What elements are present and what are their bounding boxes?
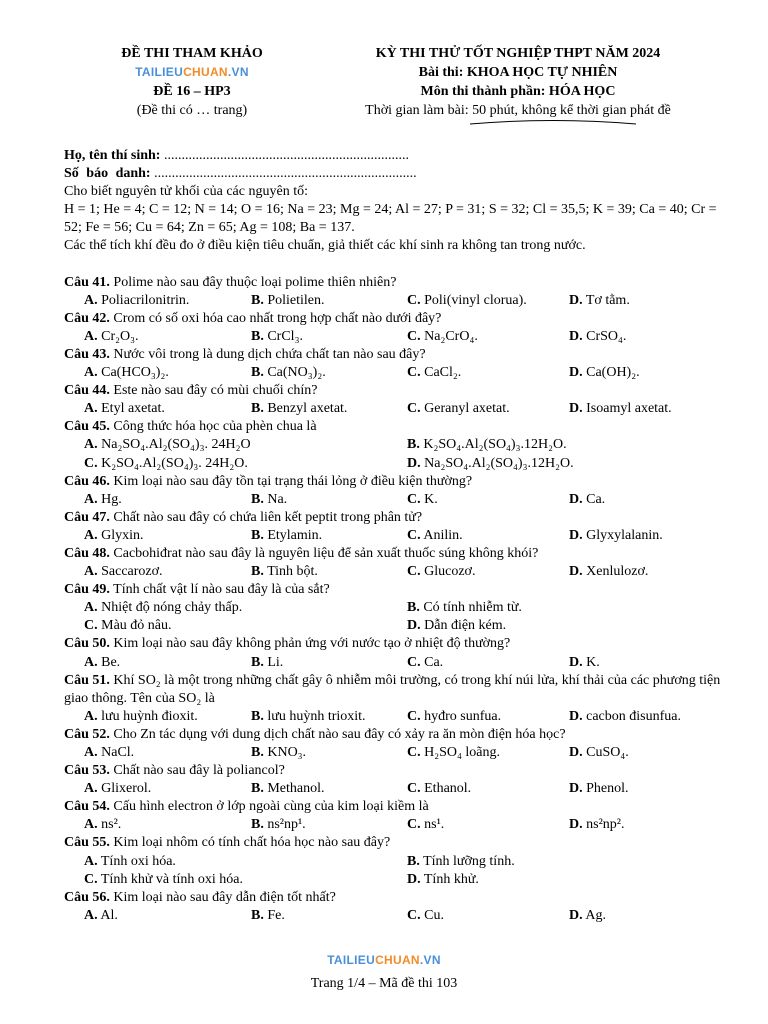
- question-number: Câu 41.: [64, 274, 110, 290]
- candidate-name-label: Họ, tên thí sinh:: [64, 148, 161, 163]
- question-stem: [64, 545, 724, 563]
- answer-option-text: Poliacrilonitrin.: [97, 292, 190, 308]
- answer-option-label: B.: [251, 654, 264, 670]
- answer-option-label: B.: [251, 491, 264, 507]
- exam-body: [64, 147, 724, 925]
- question-text: Tính chất vật lí nào sau đây là của sắt?: [109, 582, 330, 598]
- answer-option-text: CuSO₄.: [582, 745, 629, 760]
- page-footer: Trang 1/4 – Mã đề thi 103: [310, 976, 458, 991]
- answer-option[interactable]: [84, 853, 176, 871]
- answer-option-label: D.: [569, 491, 583, 507]
- question-text: Kim loại nhôm có tính chất hóa học nào sau đây?: [109, 835, 391, 851]
- answer-option-label: C.: [84, 618, 98, 634]
- candidate-id-label: Số báo danh:: [64, 166, 151, 182]
- exam-subject: Môn thi thành phần: HÓA HỌC: [420, 84, 616, 99]
- answer-options-row: [64, 364, 724, 382]
- exam-title: KỲ THI THỬ TỐT NGHIỆP THPT NĂM 2024: [375, 46, 661, 61]
- question-text: Crom có số oxi hóa cao nhất trong hợp chất nào dưới đây?: [109, 310, 442, 326]
- answer-option-text: Na₂CrO₄.: [420, 328, 478, 344]
- answer-option[interactable]: [407, 744, 500, 762]
- answer-option[interactable]: [84, 708, 198, 726]
- answer-option-label: B.: [407, 600, 420, 616]
- answer-options-row: [64, 708, 724, 726]
- page-count-note: (Đề thi có … trang): [136, 103, 248, 118]
- decorative-underline: [468, 119, 638, 127]
- answer-option-text: Anilin.: [420, 527, 463, 543]
- answer-option-text: Tính khử và tính oxi hóa.: [97, 871, 243, 887]
- answer-option[interactable]: [407, 455, 574, 473]
- atomic-mass-intro: Cho biết nguyên tử khối của các nguyên tố:: [64, 184, 308, 200]
- atomic-mass-list: H = 1; He = 4; C = 12; N = 14; O = 16; Na = 23; Mg = 24; Al = 27; P = 31; S = 32; Cl = 35,5; K = 39; Ca = 40; Cr = 52; Fe = 56; Cu = 64; Zn = 65; Ag = 108; Ba = 137.: [64, 202, 717, 236]
- question-text: Kim loại nào sau đây tồn tại trạng thái lỏng ở điều kiện thường?: [109, 473, 473, 489]
- answer-option-label: D.: [569, 654, 583, 670]
- answer-options-row: [64, 527, 724, 545]
- answer-option[interactable]: [84, 328, 139, 346]
- answer-option-label: D.: [569, 292, 583, 308]
- question-text: Khí SO₂ là một trong những chất gây ô nhiễm môi trường, có trong khí núi lửa, khí thải của các phương tiện giao thông. Tên của SO₂ là: [64, 672, 721, 706]
- question-number: Câu 48.: [64, 545, 110, 561]
- answer-option-label: C.: [407, 365, 421, 381]
- answer-option[interactable]: [84, 744, 134, 762]
- header-right: [340, 44, 696, 120]
- answer-option-text: hyđro sunfua.: [420, 708, 502, 724]
- candidate-name-line: [64, 147, 724, 165]
- question-stem: [64, 310, 724, 328]
- answer-option-label: A.: [84, 292, 98, 308]
- answer-option-text: KNO₃.: [263, 745, 307, 760]
- answer-option[interactable]: [84, 292, 189, 310]
- answer-option[interactable]: [251, 654, 283, 672]
- candidate-id-field[interactable]: ...........................................................................: [150, 166, 417, 182]
- answer-option[interactable]: [569, 400, 672, 418]
- answer-option-text: Tơ tằm.: [582, 292, 630, 308]
- answer-option-label: D.: [569, 328, 583, 344]
- answer-option-label: D.: [407, 618, 421, 634]
- answer-option-label: B.: [251, 527, 264, 543]
- answer-option-label: D.: [569, 817, 583, 833]
- answer-option-text: Nhiệt độ nóng chảy thấp.: [97, 600, 243, 616]
- answer-option-text: Xenlulozơ.: [582, 564, 649, 580]
- question-text: Chất nào sau đây có chứa liên kết peptit trong phân tử?: [109, 509, 423, 525]
- answer-option-label: D.: [569, 564, 583, 580]
- question-stem: [64, 762, 724, 780]
- question-stem: [64, 274, 724, 292]
- answer-option[interactable]: [84, 491, 122, 509]
- question-stem: [64, 889, 724, 907]
- answer-option[interactable]: [84, 364, 169, 382]
- answer-option-label: C.: [407, 292, 421, 308]
- answer-option[interactable]: [407, 491, 438, 509]
- answer-option-text: Polietilen.: [263, 292, 325, 308]
- answer-options-row: [64, 907, 724, 925]
- answer-option[interactable]: [407, 328, 478, 346]
- answer-option-label: A.: [84, 527, 98, 543]
- answer-option-label: A.: [84, 437, 98, 453]
- answer-option-label: A.: [84, 708, 98, 724]
- answer-option[interactable]: [407, 654, 443, 672]
- answer-options-row: [64, 292, 724, 310]
- answer-option-text: Al.: [97, 907, 118, 923]
- question-stem: [64, 834, 724, 852]
- answer-option-text: Tính khử.: [420, 871, 479, 887]
- question-number: Câu 42.: [64, 310, 110, 326]
- question-number: Câu 53.: [64, 763, 110, 779]
- answer-option-text: Ca.: [582, 491, 606, 507]
- question-number: Câu 47.: [64, 509, 110, 525]
- answer-option[interactable]: [84, 436, 251, 454]
- answer-option-label: C.: [84, 455, 98, 471]
- answer-option[interactable]: [84, 563, 163, 581]
- answer-option[interactable]: [251, 816, 306, 834]
- header-left: [110, 44, 274, 120]
- answer-option-text: Ca(NO₃)₂.: [263, 365, 326, 381]
- answer-option-text: Be.: [97, 654, 121, 670]
- answer-option[interactable]: [251, 563, 318, 581]
- answer-option[interactable]: [407, 708, 501, 726]
- answer-option[interactable]: [407, 907, 444, 925]
- answer-option-text: Na₂SO₄.Al₂(SO₄)₃. 24H₂O: [97, 437, 251, 453]
- answer-option-text: K.: [420, 491, 438, 507]
- question-text: Công thức hóa học của phèn chua là: [109, 419, 317, 435]
- question-stem: [64, 635, 724, 653]
- answer-option-label: C.: [407, 781, 421, 797]
- answer-option-label: B.: [251, 817, 264, 833]
- answer-option-label: D.: [407, 871, 421, 887]
- answer-option-label: A.: [84, 781, 98, 797]
- question-number: Câu 55.: [64, 835, 110, 851]
- answer-option-text: NaCl.: [97, 745, 135, 760]
- answer-option-text: Phenol.: [582, 781, 629, 797]
- answer-option-label: D.: [569, 745, 583, 760]
- question-text: Cho Zn tác dụng với dung dịch chất nào sau đây có xảy ra ăn mòn điện hóa học?: [109, 726, 566, 742]
- answer-option[interactable]: [407, 364, 461, 382]
- answer-option-text: Etyl axetat.: [97, 401, 165, 417]
- answer-option[interactable]: [407, 436, 567, 454]
- answer-option[interactable]: [84, 780, 151, 798]
- answer-option-label: A.: [84, 853, 98, 869]
- answer-option-text: Tính lưỡng tính.: [419, 853, 515, 869]
- answer-option-text: Cr₂O₃.: [97, 328, 139, 344]
- question-stem: [64, 382, 724, 400]
- answer-option[interactable]: [407, 292, 527, 310]
- answer-option-text: ns²np¹.: [263, 817, 306, 833]
- answer-option-label: B.: [251, 781, 264, 797]
- answer-option-label: C.: [407, 564, 421, 580]
- answer-option[interactable]: [407, 871, 479, 889]
- answer-option-label: A.: [84, 328, 98, 344]
- answer-option-label: D.: [569, 365, 583, 381]
- exam-type-title: ĐỀ THI THAM KHẢO: [121, 46, 263, 61]
- question-stem: [64, 418, 724, 436]
- answer-option-label: A.: [84, 745, 98, 760]
- exam-code: ĐỀ 16 – HP3: [153, 84, 231, 99]
- answer-option-text: Na₂SO₄.Al₂(SO₄)₃.12H₂O.: [420, 455, 574, 471]
- answer-option[interactable]: [569, 364, 640, 382]
- answer-option-text: K.: [582, 654, 600, 670]
- answer-option-label: B.: [251, 365, 264, 381]
- question-stem: [64, 581, 724, 599]
- answer-option-label: C.: [407, 654, 421, 670]
- question-number: Câu 52.: [64, 726, 110, 742]
- answer-option-text: Ca(OH)₂.: [582, 365, 640, 381]
- answer-option[interactable]: [569, 708, 681, 726]
- answer-options-row: [64, 328, 724, 346]
- answer-options-row: [64, 400, 724, 418]
- answer-option-label: B.: [251, 401, 264, 417]
- answer-option-label: B.: [407, 437, 420, 453]
- answer-option-text: CaCl₂.: [420, 365, 462, 381]
- answer-option[interactable]: [569, 816, 624, 834]
- answer-option-label: A.: [84, 365, 98, 381]
- answer-option-text: Màu đỏ nâu.: [97, 618, 172, 634]
- answer-option-text: Na.: [263, 491, 288, 507]
- answer-option-text: Geranyl axetat.: [420, 401, 510, 417]
- exam-time: Thời gian làm bài: 50 phút, không kể thời gian phát đề: [365, 103, 671, 118]
- question-text: Kim loại nào sau đây không phản ứng với nước tạo ở nhiệt độ thường?: [109, 636, 511, 652]
- answer-option-text: Fe.: [263, 907, 285, 923]
- answer-option-label: D.: [569, 708, 583, 724]
- candidate-id-line: [64, 165, 724, 183]
- answer-option-label: B.: [251, 292, 264, 308]
- question-stem: [64, 473, 724, 491]
- answer-options-row: [64, 816, 724, 834]
- answer-option-text: Ethanol.: [420, 781, 472, 797]
- answer-option-text: Poli(vinyl clorua).: [420, 292, 527, 308]
- answer-option-text: ns¹.: [420, 817, 445, 833]
- question-number: Câu 51.: [64, 672, 110, 688]
- answer-option-label: D.: [569, 907, 583, 923]
- answer-option[interactable]: [407, 853, 515, 871]
- answer-option[interactable]: [407, 563, 475, 581]
- answer-options-row: [64, 599, 724, 617]
- answer-option-label: C.: [407, 708, 421, 724]
- answer-options-row: [64, 654, 724, 672]
- question-text: Polime nào sau đây thuộc loại polime thiên nhiên?: [109, 274, 397, 290]
- answer-option[interactable]: [84, 871, 243, 889]
- answer-option-label: A.: [84, 817, 98, 833]
- answer-option-label: C.: [407, 527, 421, 543]
- question-number: Câu 54.: [64, 799, 110, 815]
- question-stem: [64, 726, 724, 744]
- candidate-name-field[interactable]: ......................................................................: [160, 148, 409, 163]
- answer-option-text: Etylamin.: [263, 527, 323, 543]
- answer-option-text: Saccarozơ.: [97, 564, 163, 580]
- answer-option-text: K₂SO₄.Al₂(SO₄)₃.12H₂O.: [419, 437, 567, 453]
- answer-option[interactable]: [84, 400, 165, 418]
- answer-option[interactable]: [407, 780, 471, 798]
- answer-option-label: A.: [84, 600, 98, 616]
- footer-logo[interactable]: TAILIEUCHUAN.VN: [327, 953, 441, 967]
- answer-option-text: Cu.: [420, 907, 444, 923]
- answer-option[interactable]: [569, 563, 648, 581]
- answer-option[interactable]: [569, 491, 605, 509]
- answer-option[interactable]: [407, 599, 522, 617]
- answer-option[interactable]: [251, 744, 306, 762]
- answer-option-label: A.: [84, 491, 98, 507]
- answer-option-text: Có tính nhiễm từ.: [419, 600, 522, 616]
- answer-option[interactable]: [569, 654, 600, 672]
- question-stem: [64, 346, 724, 364]
- answer-option-label: B.: [251, 328, 264, 344]
- question-number: Câu 45.: [64, 419, 110, 435]
- answer-option[interactable]: [407, 527, 463, 545]
- answer-option-text: K₂SO₄.Al₂(SO₄)₃. 24H₂O.: [97, 455, 248, 471]
- answer-option-label: C.: [407, 328, 421, 344]
- answer-option[interactable]: [569, 292, 630, 310]
- question-stem: [64, 672, 724, 708]
- answer-option[interactable]: [407, 400, 510, 418]
- answer-option-label: C.: [407, 491, 421, 507]
- answer-options-row: [64, 563, 724, 581]
- answer-option[interactable]: [251, 907, 285, 925]
- answer-option-text: Li.: [263, 654, 284, 670]
- answer-option-label: B.: [251, 708, 264, 724]
- answer-option-label: A.: [84, 654, 98, 670]
- question-stem: [64, 798, 724, 816]
- answer-option-text: Isoamyl axetat.: [582, 401, 672, 417]
- answer-options-row: [64, 617, 724, 635]
- question-number: Câu 43.: [64, 346, 110, 362]
- answer-options-row: [64, 436, 724, 454]
- answer-option-text: lưu huỳnh trioxit.: [263, 708, 366, 724]
- answer-option-label: D.: [407, 455, 421, 471]
- answer-option[interactable]: [251, 527, 322, 545]
- answer-options-row: [64, 744, 724, 762]
- answer-option-label: B.: [251, 907, 264, 923]
- answer-option-text: Ca(HCO₃)₂.: [97, 365, 169, 381]
- answer-option-label: D.: [569, 401, 583, 417]
- answer-option[interactable]: [251, 400, 347, 418]
- exam-name: Bài thi: KHOA HỌC TỰ NHIÊN: [418, 65, 618, 80]
- answer-options-row: [64, 871, 724, 889]
- answer-option-label: C.: [84, 871, 98, 887]
- question-text: Cấu hình electron ở lớp ngoài cùng của kim loại kiềm là: [109, 799, 429, 815]
- question-text: Nước vôi trong là dung dịch chứa chất tan nào sau đây?: [109, 346, 426, 362]
- answer-option[interactable]: [84, 617, 172, 635]
- answer-option-label: D.: [569, 527, 583, 543]
- answer-option[interactable]: [84, 654, 120, 672]
- answer-option-text: ns².: [97, 817, 122, 833]
- answer-option-text: H₂SO₄ loãng.: [420, 745, 500, 760]
- answer-option[interactable]: [251, 708, 366, 726]
- question-text: Kim loại nào sau đây dẫn điện tốt nhất?: [109, 889, 336, 905]
- answer-option-text: lưu huỳnh đioxit.: [97, 708, 198, 724]
- question-number: Câu 44.: [64, 383, 110, 399]
- answer-option-label: C.: [407, 817, 421, 833]
- answer-options-row: [64, 853, 724, 871]
- answer-option-text: CrSO₄.: [582, 328, 627, 344]
- answer-option[interactable]: [84, 527, 144, 545]
- question-number: Câu 49.: [64, 582, 110, 598]
- answer-option[interactable]: [407, 617, 506, 635]
- answer-option-text: Tinh bột.: [263, 564, 318, 580]
- answer-option-text: Benzyl axetat.: [263, 401, 348, 417]
- answer-option[interactable]: [569, 527, 663, 545]
- question-text: Este nào sau đây có mùi chuối chín?: [109, 383, 318, 399]
- answer-option[interactable]: [569, 780, 629, 798]
- answer-option[interactable]: [251, 364, 326, 382]
- answer-option-text: Ag.: [582, 907, 606, 923]
- answer-option-label: A.: [84, 564, 98, 580]
- answer-option-label: B.: [407, 853, 420, 869]
- question-list: [64, 274, 724, 925]
- answer-option-text: Ca.: [420, 654, 444, 670]
- answer-option-label: B.: [251, 745, 264, 760]
- answer-option[interactable]: [251, 328, 303, 346]
- answer-option[interactable]: [251, 292, 325, 310]
- answer-option-label: A.: [84, 907, 98, 923]
- answer-option[interactable]: [569, 907, 606, 925]
- answer-option-label: C.: [407, 401, 421, 417]
- answer-option[interactable]: [569, 328, 626, 346]
- answer-option[interactable]: [84, 599, 242, 617]
- answer-option[interactable]: [407, 816, 444, 834]
- answer-option-text: cacbon đisunfua.: [582, 708, 681, 724]
- answer-option-text: ns²np².: [582, 817, 625, 833]
- answer-option-label: A.: [84, 401, 98, 417]
- answer-option-text: CrCl₃.: [263, 328, 303, 344]
- answer-option-label: B.: [251, 564, 264, 580]
- answer-option[interactable]: [84, 455, 248, 473]
- question-text: Chất nào sau đây là poliancol?: [109, 763, 285, 779]
- gas-condition-note: Các thể tích khí đều đo ở điều kiện tiêu chuẩn, giả thiết các khí sinh ra không tan trong nước.: [64, 238, 586, 254]
- answer-option-text: Glucozơ.: [420, 564, 476, 580]
- answer-option[interactable]: [84, 907, 118, 925]
- answer-option-label: C.: [407, 745, 421, 760]
- answer-option[interactable]: [569, 744, 629, 762]
- answer-option-text: Dẫn điện kém.: [420, 618, 507, 634]
- question-number: Câu 56.: [64, 889, 110, 905]
- answer-option-label: C.: [407, 907, 421, 923]
- question-stem: [64, 509, 724, 527]
- answer-option-text: Tính oxi hóa.: [97, 853, 176, 869]
- answer-option-text: Glixerol.: [97, 781, 152, 797]
- answer-option-text: Methanol.: [263, 781, 325, 797]
- answer-option[interactable]: [251, 491, 287, 509]
- answer-options-row: [64, 780, 724, 798]
- answer-option-text: Glyxin.: [97, 527, 144, 543]
- question-number: Câu 50.: [64, 636, 110, 652]
- question-text: Cacbohiđrat nào sau đây là nguyên liệu để sản xuất thuốc súng không khói?: [109, 545, 539, 561]
- question-number: Câu 46.: [64, 473, 110, 489]
- answer-option-text: Glyxylalanin.: [582, 527, 663, 543]
- tailieuchuan-logo[interactable]: TAILIEUCHUAN.VN: [135, 65, 249, 79]
- answer-options-row: [64, 455, 724, 473]
- answer-option[interactable]: [84, 816, 121, 834]
- answer-options-row: [64, 491, 724, 509]
- answer-option[interactable]: [251, 780, 325, 798]
- answer-option-text: Hg.: [97, 491, 122, 507]
- answer-option-label: D.: [569, 781, 583, 797]
